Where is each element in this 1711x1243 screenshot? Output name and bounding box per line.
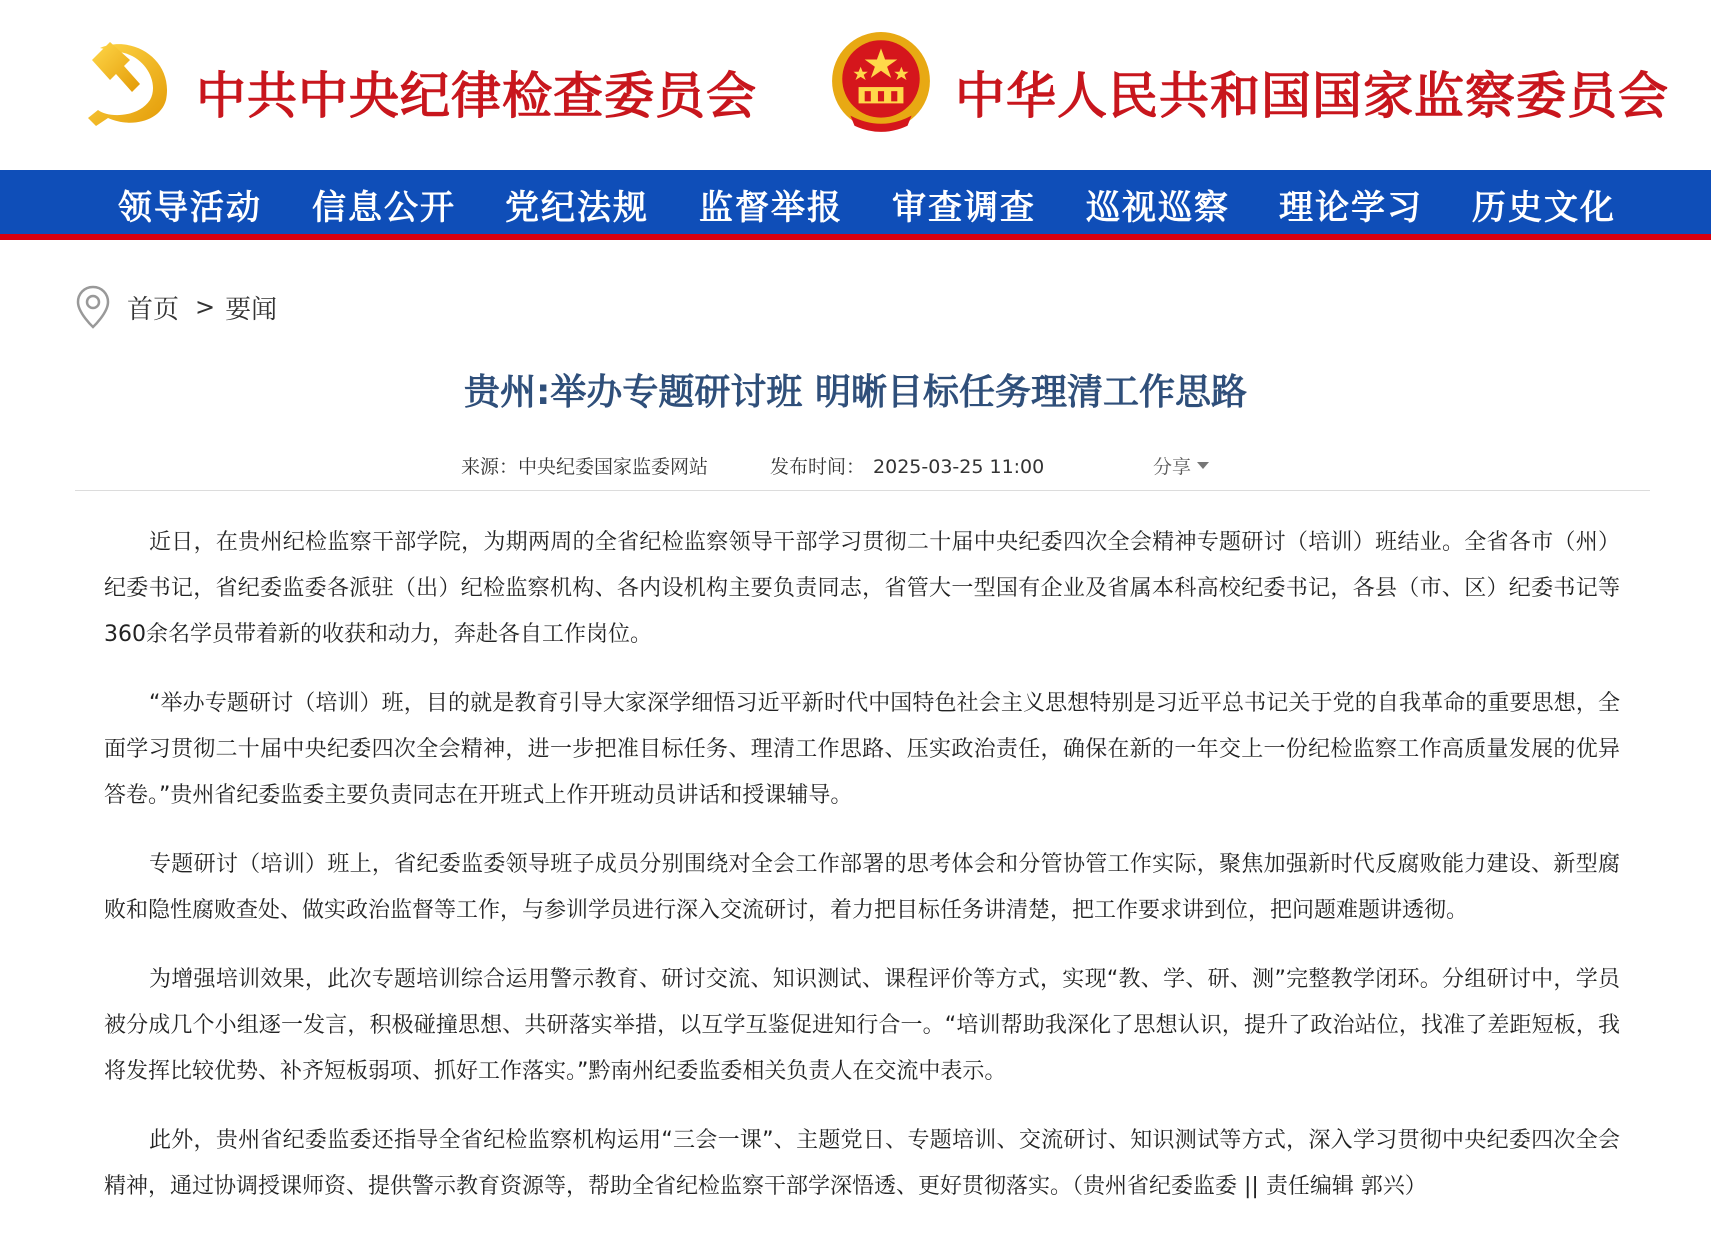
main-nav [0, 170, 1711, 240]
breadcrumb-home[interactable]: 首页 [127, 294, 180, 325]
breadcrumb [75, 282, 277, 332]
nav-item-history-culture[interactable]: 历史文化 [1472, 188, 1616, 228]
nav-item-inspection[interactable]: 巡视巡察 [1086, 188, 1230, 228]
location-pin-icon [75, 284, 111, 330]
nsc-title: 中华人民共和国国家监察委员会 [955, 66, 1669, 125]
article-paragraph: “举办专题研讨（培训）班，目的就是教育引导大家深学细悟习近平新时代中国特色社会主义思想特别是习近平总书记关于党的自我革命的重要思想，全面学习贯彻二十届中央纪委四次全会精神，进一步把准目标任务、理清工作思路、压实政治责任，确保在新的一年交上一份纪检监察工作高质量发展的优异答卷。”贵州省纪委监委主要负责同志在开班式上作开班动员讲话和授课辅导。 [104, 691, 1620, 808]
article-publish-time [770, 452, 1044, 479]
article-paragraph: 为增强培训效果，此次专题培训综合运用警示教育、研讨交流、知识测试、课程评价等方式，实现“教、学、研、测”完整教学闭环。分组研讨中，学员被分成几个小组逐一发言，积极碰撞思想、共研落实举措，以互学互鉴促进知行合一。“培训帮助我深化了思想认识，提升了政治站位，找准了差距短板，我将发挥比较优势、补齐短板弱项、抓好工作落实。”黔南州纪委监委相关负责人在交流中表示。 [104, 967, 1620, 1084]
article-body [104, 520, 1620, 1233]
time-value: 2025-03-25 11:00 [873, 456, 1045, 478]
title-divider [75, 490, 1650, 491]
nav-item-leadership[interactable]: 领导活动 [118, 188, 262, 228]
breadcrumb-separator: > [195, 293, 216, 321]
nav-item-theory-study[interactable]: 理论学习 [1279, 188, 1423, 228]
cpc-ccdi-title: 中共中央纪律检查委员会 [196, 66, 757, 125]
time-label: 发布时间： [770, 456, 866, 478]
article-title: 贵州:举办专题研讨班 明晰目标任务理清工作思路 [464, 372, 1247, 413]
nav-item-supervision-report[interactable]: 监督举报 [699, 188, 843, 228]
nav-item-investigation[interactable]: 审查调查 [892, 188, 1036, 228]
share-label: 分享 [1153, 456, 1192, 478]
source-value: 中央纪委国家监委网站 [518, 456, 709, 478]
site-header [0, 0, 1711, 170]
article-source [461, 452, 708, 479]
article-paragraph: 专题研讨（培训）班上，省纪委监委领导班子成员分别围绕对全会工作部署的思考体会和分管协管工作实际，聚焦加强新时代反腐败能力建设、新型腐败和隐性腐败查处、做实政治监督等工作，与参训学员进行深入交流研讨，着力把目标任务讲清楚，把工作要求讲到位，把问题难题讲透彻。 [104, 852, 1620, 923]
nav-item-regulations[interactable]: 党纪法规 [505, 188, 649, 228]
share-button[interactable] [1153, 452, 1209, 479]
article-paragraph: 近日，在贵州纪检监察干部学院，为期两周的全省纪检监察领导干部学习贯彻二十届中央纪委四次全会精神专题研讨（培训）班结业。全省各市（州）纪委书记，省纪委监委各派驻（出）纪检监察机构、各内设机构主要负责同志，省管大一型国有企业及省属本科高校纪委书记，各县（市、区）纪委书记等360余名学员带着新的收获和动力，奔赴各自工作岗位。 [104, 530, 1620, 647]
party-emblem-icon[interactable] [78, 30, 178, 130]
article-paragraph: 此外，贵州省纪委监委还指导全省纪检监察机构运用“三会一课”、主题党日、专题培训、交流研讨、知识测试等方式，深入学习贯彻中央纪委四次全会精神，通过协调授课师资、提供警示教育资源等，帮助全省纪检监察干部学深悟透、更好贯彻落实。（贵州省纪委监委 || 责任编辑 郭兴） [104, 1128, 1620, 1199]
source-label: 来源： [461, 456, 519, 478]
chevron-down-icon [1197, 462, 1209, 469]
national-emblem-icon[interactable] [830, 30, 932, 136]
breadcrumb-current[interactable]: 要闻 [225, 294, 278, 325]
nav-item-info-disclosure[interactable]: 信息公开 [312, 188, 456, 228]
